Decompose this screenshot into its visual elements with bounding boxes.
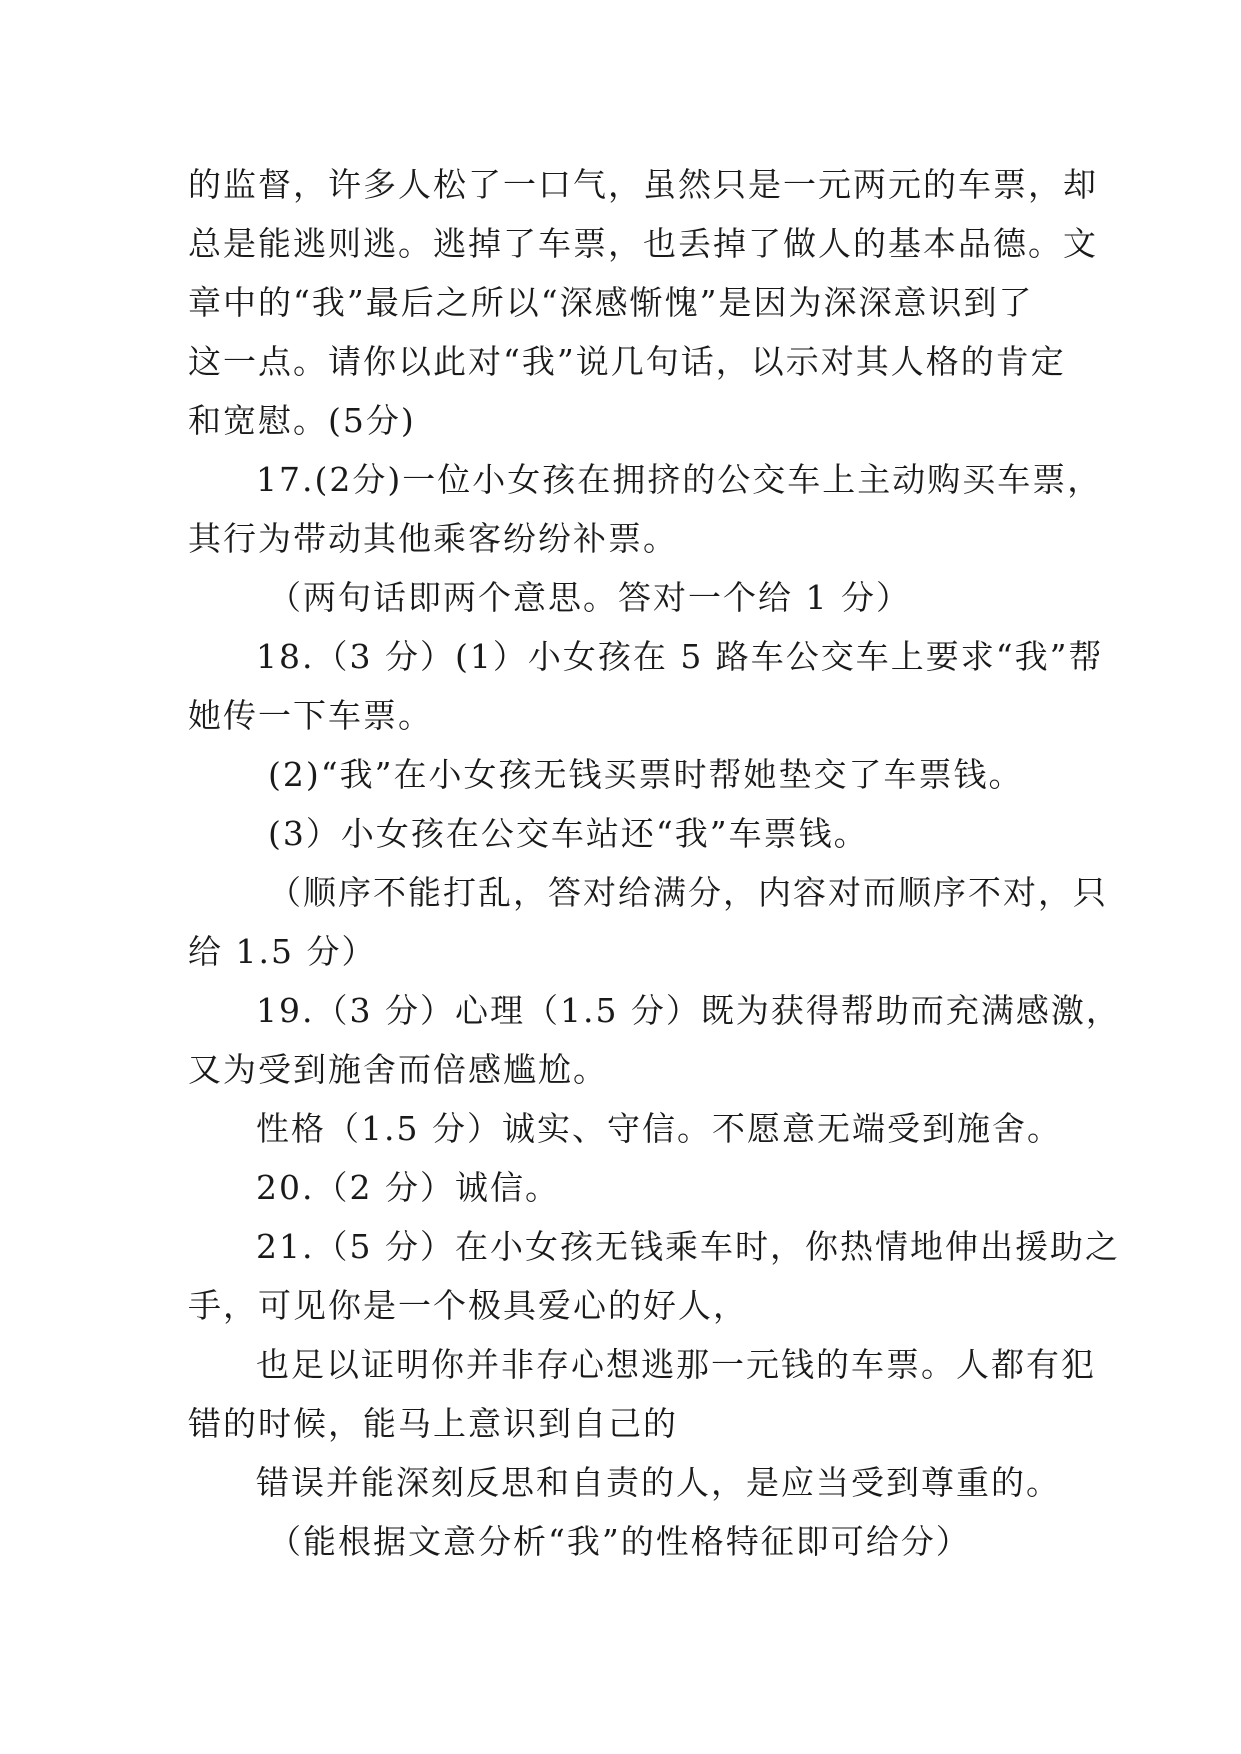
answer-18-line: 18.（3 分）(1）小女孩在 5 路车公交车上要求“我”帮 bbox=[256, 637, 1104, 676]
answer-20-line: 20.（2 分）诚信。 bbox=[256, 1168, 560, 1207]
text-line: 给 1.5 分） bbox=[188, 932, 377, 971]
text-line: 也足以证明你并非存心想逃那一元钱的车票。人都有犯 bbox=[256, 1345, 1096, 1384]
text-line: 的监督，许多人松了一口气，虽然只是一元两元的车票，却 bbox=[188, 165, 1098, 204]
scoring-note: （能根据文意分析“我”的性格特征即可给分） bbox=[268, 1522, 971, 1561]
answer-19-line: 19.（3 分）心理（1.5 分）既为获得帮助而充满感激， bbox=[256, 991, 1121, 1030]
text-line: 错误并能深刻反思和自责的人，是应当受到尊重的。 bbox=[256, 1463, 1061, 1502]
text-line: (3）小女孩在公交车站还“我”车票钱。 bbox=[268, 814, 869, 853]
text-line: 错的时候，能马上意识到自己的 bbox=[188, 1404, 678, 1443]
answer-17-line: 17.(2分)一位小女孩在拥挤的公交车上主动购买车票， bbox=[256, 460, 1103, 499]
text-line: 和宽慰。(5分) bbox=[188, 401, 416, 440]
text-line: 章中的“我”最后之所以“深感惭愧”是因为深深意识到了 bbox=[188, 283, 1034, 322]
text-line: 这一点。请你以此对“我”说几句话，以示对其人格的肯定 bbox=[188, 342, 1066, 381]
text-line: (2)“我”在小女孩无钱买票时帮她垫交了车票钱。 bbox=[268, 755, 1024, 794]
text-line: 总是能逃则逃。逃掉了车票，也丢掉了做人的基本品德。文 bbox=[188, 224, 1098, 263]
answer-21-line: 21.（5 分）在小女孩无钱乘车时，你热情地伸出援助之 bbox=[256, 1227, 1120, 1266]
text-line: 性格（1.5 分）诚实、守信。不愿意无端受到施舍。 bbox=[256, 1109, 1062, 1148]
text-line: 她传一下车票。 bbox=[188, 696, 433, 735]
scoring-note: （顺序不能打乱，答对给满分，内容对而顺序不对，只 bbox=[268, 873, 1108, 912]
text-line: 其行为带动其他乘客纷纷补票。 bbox=[188, 519, 678, 558]
text-line: 又为受到施舍而倍感尴尬。 bbox=[188, 1050, 608, 1089]
scoring-note: （两句话即两个意思。答对一个给 1 分） bbox=[268, 578, 911, 617]
text-line: 手，可见你是一个极具爱心的好人， bbox=[188, 1286, 748, 1325]
